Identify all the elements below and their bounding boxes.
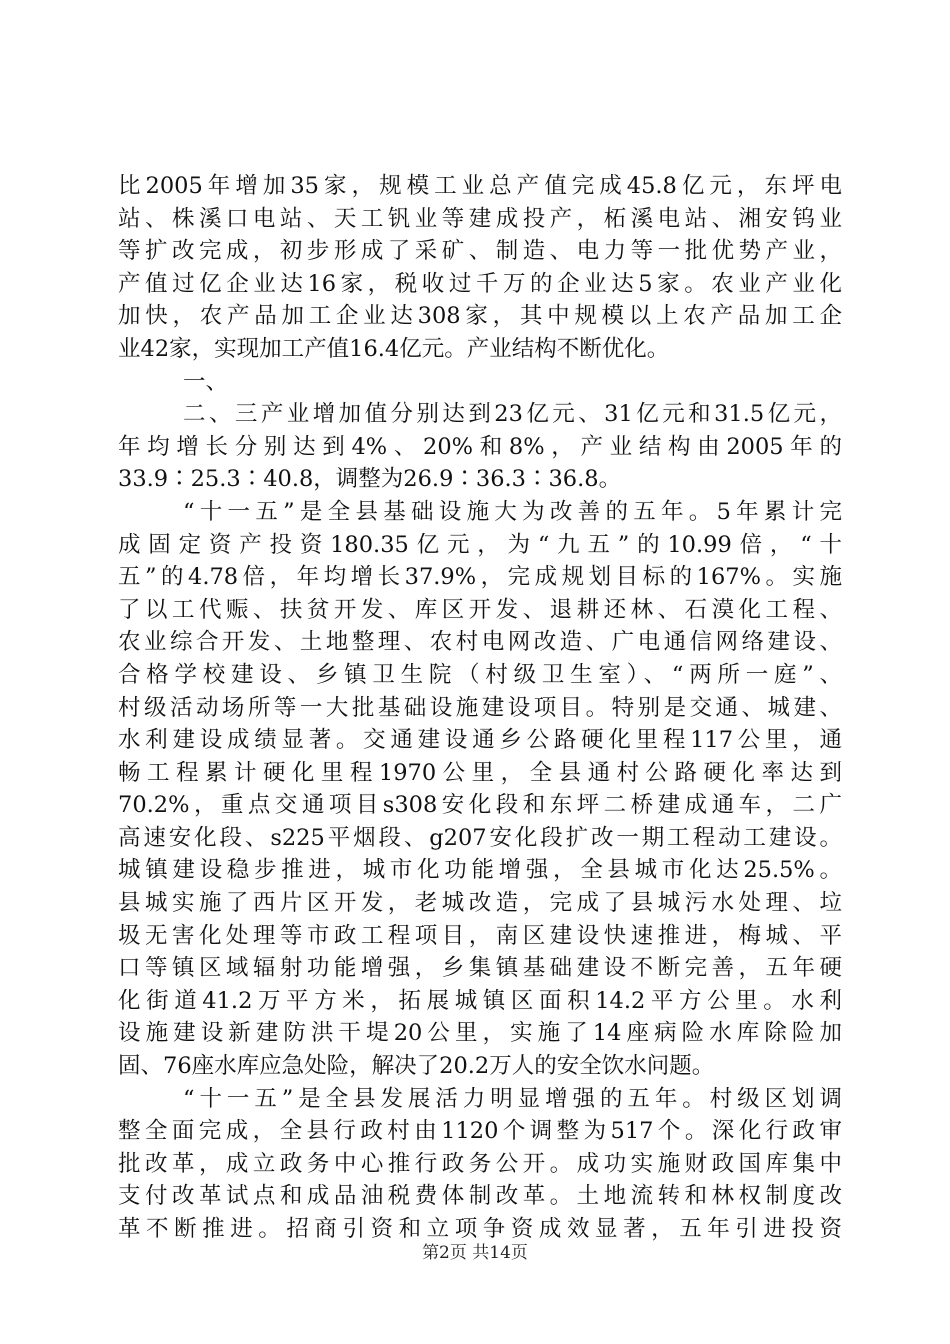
text-line: 圾无害化处理等市政工程项目，南区建设快速推进，梅城、平: [118, 922, 842, 949]
text-line: 站、株溪口电站、天工钒业等建成投产，柘溪电站、湘安钨业: [118, 205, 842, 232]
text-line: 固、76座水库应急处险，解决了20.2万人的安全饮水问题。: [118, 1053, 715, 1080]
text-line: 口等镇区域辐射功能增强，乡集镇基础建设不断完善，五年硬: [118, 955, 842, 982]
text-line: “十一五”是全县发展活力明显增强的五年。村级区划调: [183, 1085, 842, 1112]
text-line: 等扩改完成，初步形成了采矿、制造、电力等一批优势产业，: [118, 238, 842, 265]
text-line: 县城实施了西片区开发，老城改造，完成了县城污水处理、垃: [118, 890, 842, 917]
text-line: 畅工程累计硬化里程1970公里，全县通村公路硬化率达到: [118, 759, 842, 786]
text-line: 五”的4.78倍，年均增长37.9%，完成规划目标的167%。实施: [118, 564, 842, 591]
text-line: 化街道41.2万平方米，拓展城镇区面积14.2平方公里。水利: [118, 987, 842, 1014]
text-line: 加快，农产品加工企业达308家，其中规模以上农产品加工企: [118, 303, 842, 330]
text-line: 33.9∶25.3∶40.8，调整为26.9∶36.3∶36.8。: [118, 466, 622, 493]
text-line: 批改革，成立政务中心推行政务公开。成功实施财政国库集中: [118, 1150, 842, 1177]
text-line: 水利建设成绩显著。交通建设通乡公路硬化里程117公里，通: [118, 727, 842, 754]
text-line: “十一五”是全县基础设施大为改善的五年。5年累计完: [183, 498, 842, 525]
text-line: 年均增长分别达到4%、20%和8%，产业结构由2005年的: [118, 433, 842, 460]
text-line: 成固定资产投资180.35亿元，为“九五”的10.99倍，“十: [118, 531, 842, 558]
text-line: 二、三产业增加值分别达到23亿元、31亿元和31.5亿元，: [183, 401, 842, 428]
text-line: 比2005年增加35家，规模工业总产值完成45.8亿元，东坪电: [118, 173, 842, 199]
text-line: 合格学校建设、乡镇卫生院（村级卫生室）、“两所一庭”、: [118, 661, 842, 688]
text-line: 业42家，实现加工产值16.4亿元。产业结构不断优化。: [118, 335, 670, 362]
text-line: 设施建设新建防洪干堤20公里，实施了14座病险水库除险加: [118, 1020, 842, 1047]
text-line: 高速安化段、s225平烟段、g207安化段扩改一期工程动工建设。: [118, 824, 842, 851]
text-line: 整全面完成，全县行政村由1120个调整为517个。深化行政审: [118, 1118, 842, 1145]
text-line: 支付改革试点和成品油税费体制改革。土地流转和林权制度改: [118, 1183, 842, 1210]
text-line: 革不断推进。招商引资和立项争资成效显著，五年引进投资: [118, 1216, 842, 1242]
text-line: 一、: [183, 368, 229, 395]
text-line: 70.2%，重点交通项目s308安化段和东坪二桥建成通车，二广: [118, 792, 842, 819]
body-text: [118, 170, 842, 1246]
page-footer: 第2页 共14页: [422, 1243, 528, 1263]
text-line: 村级活动场所等一大批基础设施建设项目。特别是交通、城建、: [118, 694, 842, 721]
text-line: 城镇建设稳步推进，城市化功能增强，全县城市化达25.5%。: [118, 857, 842, 884]
text-line: 农业综合开发、土地整理、农村电网改造、广电通信网络建设、: [118, 629, 842, 656]
text-line: 产值过亿企业达16家，税收过千万的企业达5家。农业产业化: [118, 270, 842, 297]
text-line: 了以工代赈、扶贫开发、库区开发、退耕还林、石漠化工程、: [118, 596, 842, 623]
